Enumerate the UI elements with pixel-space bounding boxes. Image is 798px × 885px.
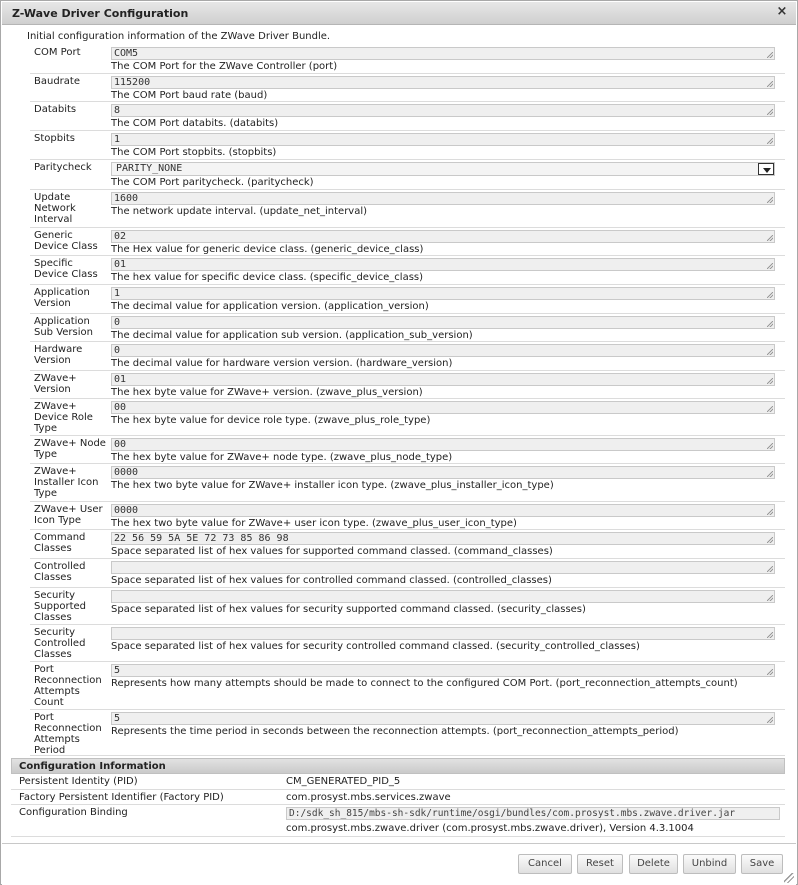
- update-network-interval-input[interactable]: 1600: [111, 192, 775, 205]
- cancel-button[interactable]: Cancel: [518, 854, 572, 874]
- property-label: ZWave+ Version: [34, 373, 77, 395]
- property-label: ZWave+ User Icon Type: [34, 504, 103, 526]
- property-label: Application Version: [34, 287, 90, 309]
- property-row-zwave-plus-user-icon-type: [30, 502, 785, 530]
- configuration-binding-label: Configuration Binding: [19, 807, 128, 818]
- property-label: Port Reconnection Attempts Period: [34, 712, 102, 756]
- property-label: Application Sub Version: [34, 316, 93, 338]
- intro-text: Initial configuration information of the ZWave Driver Bundle.: [27, 31, 331, 42]
- delete-button[interactable]: Delete: [629, 854, 678, 874]
- command-classes-input[interactable]: 22 56 59 5A 5E 72 73 85 86 98: [111, 532, 775, 545]
- property-description: The COM Port for the ZWave Controller (port): [111, 61, 338, 72]
- property-row-databits: [30, 102, 785, 131]
- property-description: The COM Port stopbits. (stopbits): [111, 147, 277, 158]
- property-label: Hardware Version: [34, 344, 83, 366]
- port-reconnection-attempts-count-input[interactable]: 5: [111, 664, 775, 677]
- property-label: ZWave+ Node Type: [34, 438, 106, 460]
- factory-pid-label: Factory Persistent Identifier (Factory PID): [19, 792, 224, 803]
- property-description: The decimal value for hardware version version. (hardware_version): [111, 358, 453, 369]
- property-description: Space separated list of hex values for supported command classed. (command_classes): [111, 546, 553, 557]
- zwave-plus-user-icon-type-input[interactable]: 0000: [111, 504, 775, 517]
- close-icon[interactable]: ×: [776, 4, 788, 19]
- property-label: Port Reconnection Attempts Count: [34, 664, 102, 708]
- property-description: The COM Port databits. (databits): [111, 118, 279, 129]
- property-row-hardware-version: [30, 342, 785, 371]
- property-row-baudrate: [30, 74, 785, 102]
- security-controlled-classes-input[interactable]: [111, 627, 775, 640]
- property-description: Space separated list of hex values for security controlled command classed. (security_controlled_classes): [111, 641, 640, 652]
- generic-device-class-input[interactable]: 02: [111, 230, 775, 243]
- property-row-port-reconnection-attempts-count: [30, 662, 785, 710]
- paritycheck-select[interactable]: [111, 162, 775, 176]
- property-label: ZWave+ Installer Icon Type: [34, 466, 99, 499]
- property-label: Security Controlled Classes: [34, 627, 86, 660]
- property-label: Controlled Classes: [34, 561, 86, 583]
- property-label: Paritycheck: [34, 162, 92, 173]
- property-label: Databits: [34, 104, 77, 115]
- resize-grip-icon[interactable]: [784, 873, 794, 883]
- port-reconnection-attempts-period-input[interactable]: 5: [111, 712, 775, 725]
- zwave-plus-role-type-input[interactable]: 00: [111, 401, 775, 414]
- property-row-paritycheck: [30, 160, 785, 190]
- security-classes-input[interactable]: [111, 590, 775, 603]
- pid-label: Persistent Identity (PID): [19, 776, 138, 787]
- config-info-title: Configuration Information: [19, 761, 166, 772]
- property-description: The hex two byte value for ZWave+ installer icon type. (zwave_plus_installer_icon_type): [111, 480, 554, 491]
- property-row-command-classes: [30, 530, 785, 559]
- unbind-button[interactable]: Unbind: [683, 854, 736, 874]
- property-description: The network update interval. (update_net_interval): [111, 206, 368, 217]
- property-label: Generic Device Class: [34, 230, 98, 252]
- property-description: Space separated list of hex values for security supported command classed. (security_classes): [111, 604, 586, 615]
- chevron-down-icon[interactable]: [758, 163, 774, 175]
- factory-pid-row: [11, 790, 785, 805]
- property-row-port-reconnection-attempts-period: [30, 710, 785, 756]
- application-sub-version-input[interactable]: 0: [111, 316, 775, 329]
- stopbits-input[interactable]: 1: [111, 133, 775, 146]
- property-label: Stopbits: [34, 133, 75, 144]
- property-label: COM Port: [34, 47, 81, 58]
- property-row-application-version: [30, 285, 785, 314]
- property-description: The decimal value for application version. (application_version): [111, 301, 429, 312]
- property-row-com-port: [30, 45, 785, 74]
- property-label: Security Supported Classes: [34, 590, 87, 623]
- configuration-binding-row: [11, 805, 785, 837]
- com-port-input[interactable]: COM5: [111, 47, 775, 60]
- property-description: The hex byte value for device role type. (zwave_plus_role_type): [111, 415, 431, 426]
- zwave-plus-version-input[interactable]: 01: [111, 373, 775, 386]
- property-row-specific-device-class: [30, 256, 785, 285]
- property-row-controlled-classes: [30, 559, 785, 588]
- property-description: Represents how many attempts should be made to connect to the configured COM Port. (port_reconnection_attempts_count): [111, 678, 738, 689]
- property-description: The hex value for specific device class. (specific_device_class): [111, 272, 424, 283]
- property-description: Space separated list of hex values for controlled command classed. (controlled_classes): [111, 575, 552, 586]
- dialog-title: Z-Wave Driver Configuration: [12, 7, 189, 20]
- paritycheck-selected-value: PARITY_NONE: [116, 163, 183, 174]
- databits-input[interactable]: 8: [111, 104, 775, 117]
- dialog-content: [11, 31, 785, 841]
- property-description: The hex two byte value for ZWave+ user icon type. (zwave_plus_user_icon_type): [111, 518, 517, 529]
- property-description: Represents the time period in seconds between the reconnection attempts. (port_reconnection_attempts_period): [111, 726, 679, 737]
- pid-row: [11, 774, 785, 790]
- property-description: The decimal value for application sub version. (application_sub_version): [111, 330, 473, 341]
- save-button[interactable]: Save: [741, 854, 783, 874]
- reset-button[interactable]: Reset: [577, 854, 623, 874]
- zwave-plus-installer-icon-type-input[interactable]: 0000: [111, 466, 775, 479]
- configuration-binding-bundle: com.prosyst.mbs.zwave.driver (com.prosyst.mbs.zwave.driver), Version 4.3.1004: [286, 823, 694, 834]
- zwave-plus-node-type-input[interactable]: 00: [111, 438, 775, 451]
- baudrate-input[interactable]: 115200: [111, 76, 775, 89]
- property-description: The hex byte value for ZWave+ node type. (zwave_plus_node_type): [111, 452, 453, 463]
- pid-value: CM_GENERATED_PID_5: [286, 776, 401, 787]
- property-description: The COM Port baud rate (baud): [111, 90, 268, 101]
- dialog-footer: [2, 843, 796, 885]
- hardware-version-input[interactable]: 0: [111, 344, 775, 357]
- property-row-stopbits: [30, 131, 785, 160]
- property-label: ZWave+ Device Role Type: [34, 401, 93, 434]
- dialog-titlebar[interactable]: [2, 2, 796, 25]
- property-row-update-network-interval: [30, 190, 785, 228]
- property-row-zwave-plus-role-type: [30, 399, 785, 436]
- property-description: The hex byte value for ZWave+ version. (zwave_plus_version): [111, 387, 423, 398]
- property-row-security-controlled-classes: [30, 625, 785, 662]
- application-version-input[interactable]: 1: [111, 287, 775, 300]
- configuration-binding-path: D:/sdk_sh_815/mbs-sh-sdk/runtime/osgi/bundles/com.prosyst.mbs.zwave.driver.jar: [286, 807, 780, 820]
- property-label: Update Network Interval: [34, 192, 76, 225]
- property-label: Specific Device Class: [34, 258, 98, 280]
- config-info-header: [11, 758, 785, 774]
- property-row-application-sub-version: [30, 314, 785, 342]
- controlled-classes-input[interactable]: [111, 561, 775, 574]
- property-row-security-classes: [30, 588, 785, 625]
- property-description: The Hex value for generic device class. (generic_device_class): [111, 244, 424, 255]
- specific-device-class-input[interactable]: 01: [111, 258, 775, 271]
- property-label: Command Classes: [34, 532, 86, 554]
- property-description: The COM Port paritycheck. (paritycheck): [111, 177, 314, 188]
- property-row-zwave-plus-node-type: [30, 436, 785, 464]
- property-row-generic-device-class: [30, 228, 785, 256]
- property-row-zwave-plus-version: [30, 371, 785, 399]
- property-row-zwave-plus-installer-icon-type: [30, 464, 785, 502]
- property-label: Baudrate: [34, 76, 80, 87]
- factory-pid-value: com.prosyst.mbs.services.zwave: [286, 792, 451, 803]
